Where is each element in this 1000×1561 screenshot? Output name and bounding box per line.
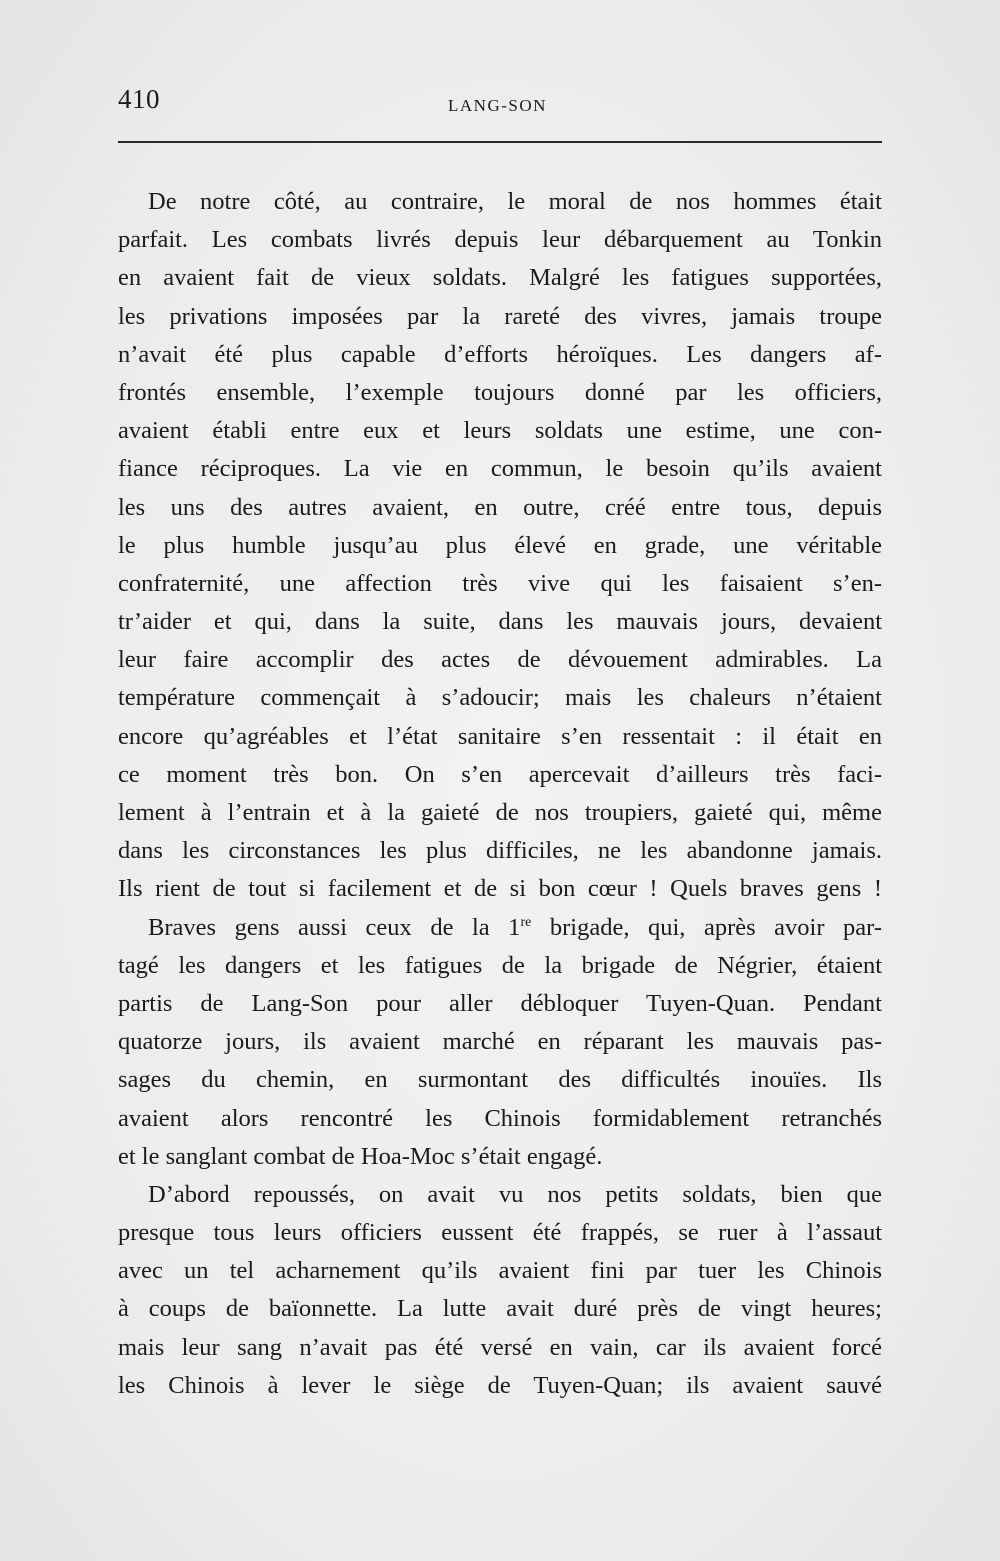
header-rule [118, 141, 882, 143]
text-line: le plus humble jusqu’au plus élevé en grade, une véritable [118, 531, 882, 559]
running-head: LANG-SON [448, 96, 547, 115]
page-number: 410 [118, 84, 160, 114]
text-line: température commençait à s’adoucir; mais les chaleurs n’étaient [118, 684, 882, 712]
text-line: frontés ensemble, l’exemple toujours donné par les officiers, [118, 378, 882, 406]
text-line: les privations imposées par la rareté des vivres, jamais troupe [118, 302, 882, 330]
text-fragment: Braves gens aussi ceux de la 1 [148, 913, 521, 941]
text-fragment: brigade, qui, après avoir par- [531, 913, 882, 941]
text-line: fiance réciproques. La vie en commun, le besoin qu’ils avaient [118, 455, 882, 483]
text-line: et le sanglant combat de Hoa-Moc s’était engagé. [118, 1142, 603, 1170]
page-header [118, 84, 880, 124]
text-line: tr’aider et qui, dans la suite, dans les mauvais jours, devaient [118, 608, 882, 636]
text-line: encore qu’agréables et l’état sanitaire s’en ressentait : il était en [118, 722, 882, 750]
text-line: dans les circonstances les plus difficiles, ne les abandonne jamais. [118, 837, 882, 865]
text-line: à coups de baïonnette. La lutte avait duré près de vingt heures; [118, 1295, 882, 1323]
text-line: quatorze jours, ils avaient marché en réparant les mauvais pas- [118, 1028, 882, 1056]
text-line: les uns des autres avaient, en outre, créé entre tous, depuis [118, 493, 882, 521]
text-line: leur faire accomplir des actes de dévouement admirables. La [118, 646, 882, 674]
text-line: presque tous leurs officiers eussent été frappés, se ruer à l’assaut [118, 1219, 882, 1247]
text-line: avaient établi entre eux et leurs soldats une estime, une con- [118, 417, 882, 445]
text-line: lement à l’entrain et à la gaieté de nos troupiers, gaieté qui, même [118, 799, 882, 826]
text-line: sages du chemin, en surmontant des difficultés inouïes. Ils [118, 1066, 882, 1094]
text-line: mais leur sang n’avait pas été versé en vain, car ils avaient forcé [118, 1333, 882, 1361]
body-text [118, 183, 882, 1405]
text-line [118, 909, 882, 947]
text-line: partis de Lang-Son pour aller débloquer Tuyen-Quan. Pendant [118, 989, 882, 1017]
text-line: ce moment très bon. On s’en apercevait d’ailleurs très faci- [118, 760, 882, 788]
text-line: avec un tel acharnement qu’ils avaient fini par tuer les Chinois [118, 1257, 882, 1285]
text-line: D’abord repoussés, on avait vu nos petits soldats, bien que [148, 1180, 882, 1208]
text-line: en avaient fait de vieux soldats. Malgré les fatigues supportées, [118, 264, 882, 292]
text-line: Ils rient de tout si facilement et de si bon cœur ! Quels braves gens ! [118, 875, 882, 903]
text-line: les Chinois à lever le siège de Tuyen-Quan; ils avaient sauvé [118, 1371, 882, 1399]
text-line: confraternité, une affection très vive qui les faisaient s’en- [118, 569, 882, 597]
text-line: parfait. Les combats livrés depuis leur débarquement au Tonkin [118, 226, 882, 254]
text-line: tagé les dangers et les fatigues de la brigade de Négrier, étaient [118, 951, 882, 979]
superscript: re [520, 914, 532, 930]
text-line: n’avait été plus capable d’efforts héroïques. Les dangers af- [118, 340, 882, 368]
text-line: De notre côté, au contraire, le moral de nos hommes était [148, 188, 882, 215]
text-line: avaient alors rencontré les Chinois formidablement retranchés [118, 1104, 882, 1132]
